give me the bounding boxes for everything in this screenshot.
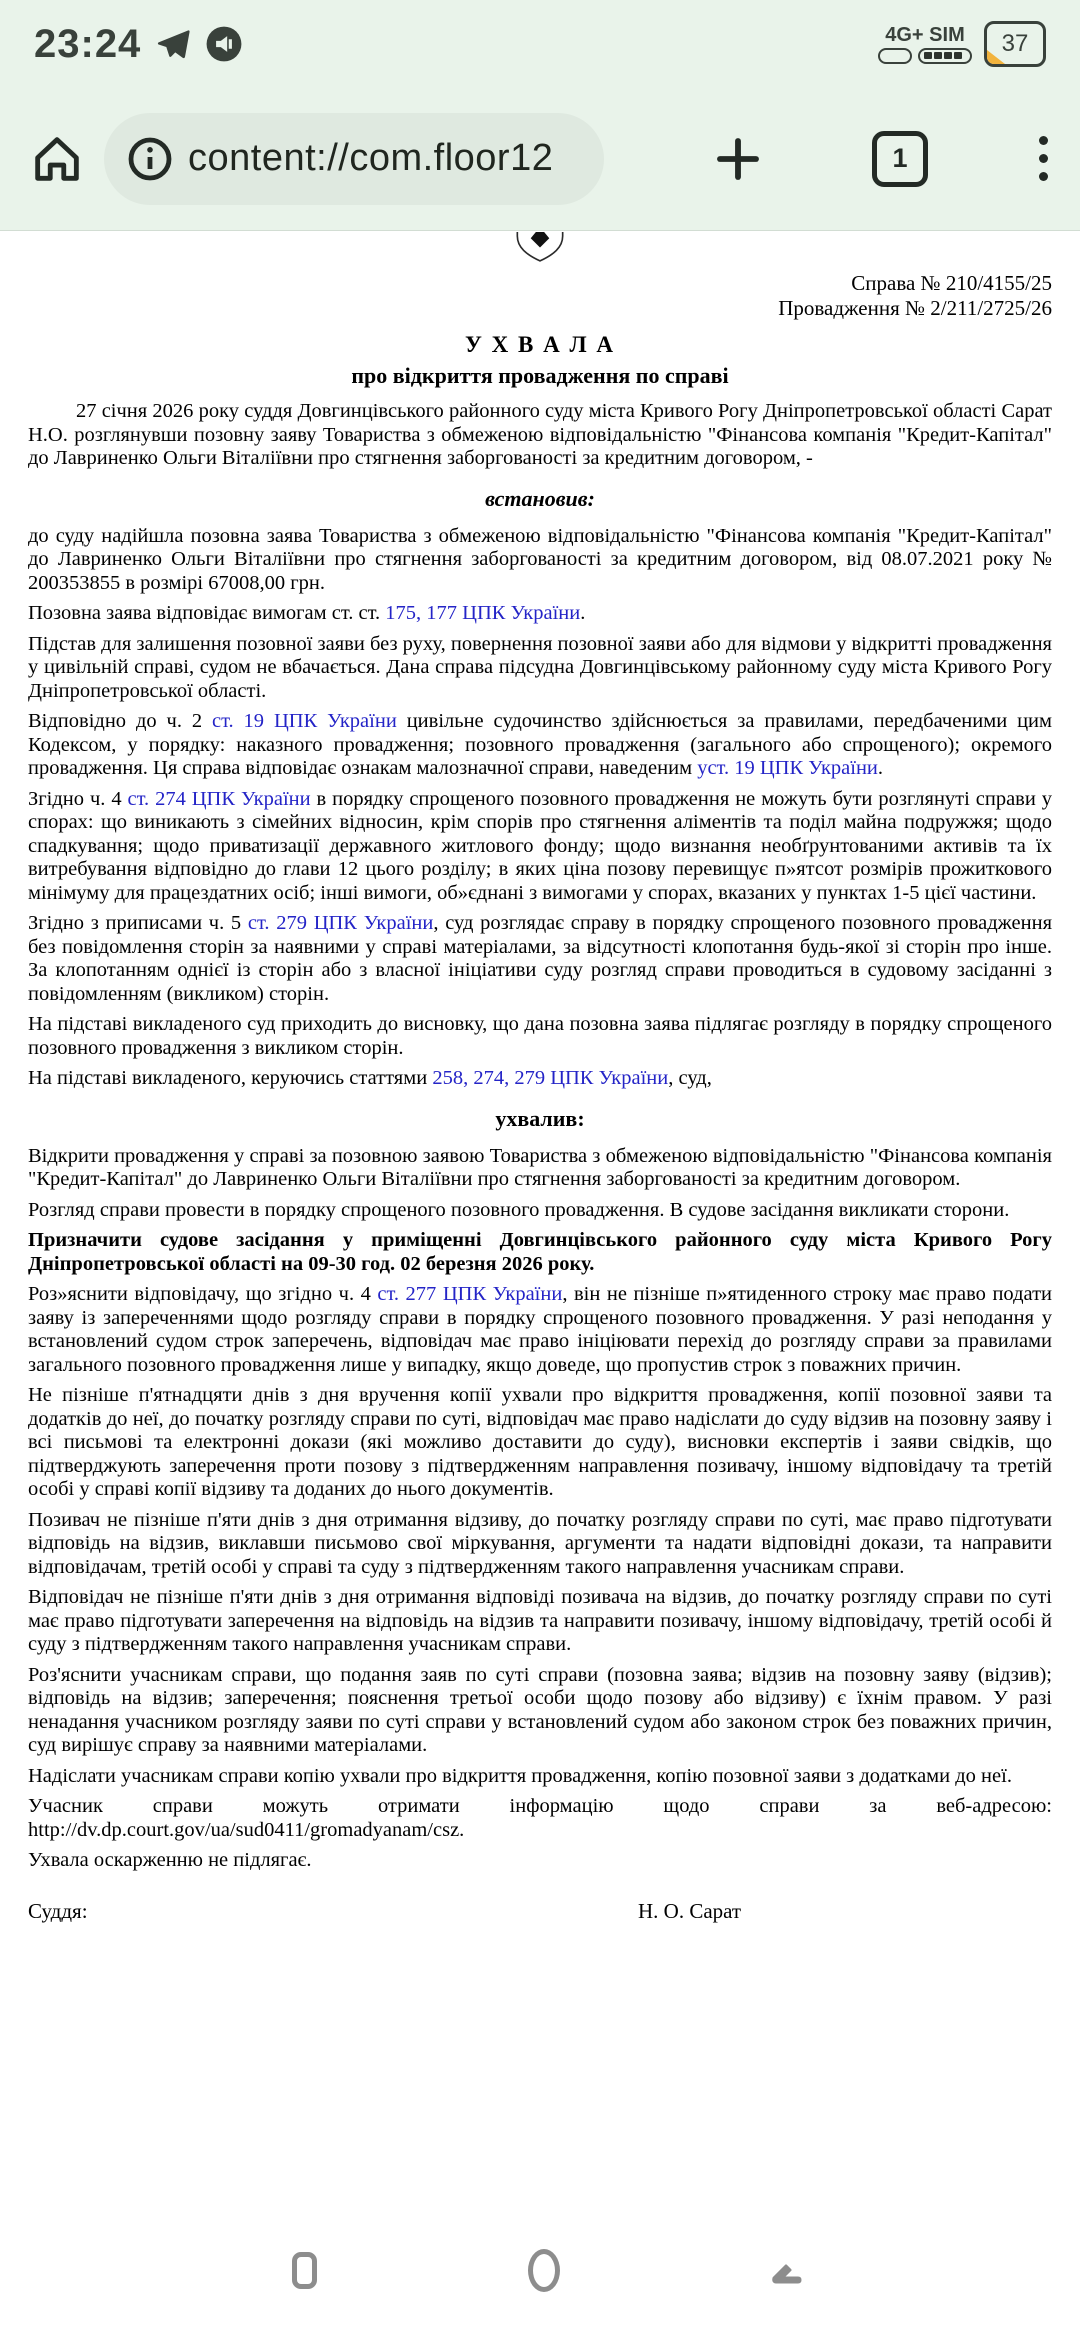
text-segment: . xyxy=(877,757,884,779)
text-segment: Підстав для залишення позовної заяви без руху, повернення позовної заяви або для відмови у відкритті провадження у цивільній справі, судом не вбачається. Дана справа підсудна Довгинцівському районному суду міста Кривого Рогу Дніпропетровської області. xyxy=(28,632,1052,702)
paragraph xyxy=(28,788,1052,906)
home-nav-button[interactable] xyxy=(528,2249,560,2292)
paragraph xyxy=(28,912,1052,1006)
recents-button[interactable] xyxy=(292,2252,317,2289)
back-button[interactable] xyxy=(768,2256,808,2293)
paragraph xyxy=(28,1384,1052,1502)
statute-link[interactable]: ст. 277 ЦПК України xyxy=(377,1283,563,1305)
paragraph xyxy=(28,400,1052,471)
statute-link[interactable]: уст. 19 ЦПК України xyxy=(697,757,878,779)
page-info-icon[interactable] xyxy=(126,135,174,183)
system-navigation-bar xyxy=(0,2246,1080,2298)
judge-label: Суддя: xyxy=(28,1898,88,1923)
case-reference-block xyxy=(28,271,1052,321)
status-bar xyxy=(0,0,1080,88)
paragraph xyxy=(28,1795,1052,1842)
text-segment: цивільне судочинство здійснюється за правилами, передбаченими цим Кодексом, у порядку: наказного провадження; позовного провадження (загального або спрощеного); окремого провадження. Ця справа відповідає ознакам малозначної справи, наведеним xyxy=(28,710,1052,779)
intro-section xyxy=(28,400,1052,471)
text-segment: Згідно ч. 4 xyxy=(28,787,128,810)
document-title: У Х В А Л А xyxy=(465,332,615,357)
address-bar[interactable] xyxy=(104,113,604,205)
court-document xyxy=(0,231,1080,1925)
signature-row xyxy=(28,1899,1052,1925)
home-button[interactable] xyxy=(28,130,86,188)
paragraph xyxy=(28,710,1052,781)
tab-count: 1 xyxy=(892,143,908,173)
text-segment: Роз»яснити відповідачу, що згідно ч. 4 xyxy=(28,1283,378,1305)
paragraph xyxy=(28,1067,1052,1091)
text-segment: Відповідно до ч. 2 xyxy=(28,710,213,732)
text-segment: Учасник справи можуть отримати інформацію щодо справи за веб-адресою: http://dv.dp.court.gov/ua/sud0411/gromadyanam/csz. xyxy=(28,1795,1052,1841)
ukraine-trident-emblem-icon xyxy=(28,232,1052,264)
paragraph xyxy=(28,1849,1052,1873)
paragraph xyxy=(28,1283,1052,1377)
text-segment: Ухвала оскарженню не підлягає. xyxy=(28,1849,312,1871)
statute-link[interactable]: ст. 274 ЦПК України xyxy=(127,787,311,810)
battery-percent: 37 xyxy=(1001,30,1029,57)
statute-link[interactable]: ст. 19 ЦПК України xyxy=(212,710,397,732)
case-number: Справа № 210/4155/25 xyxy=(851,271,1052,295)
tab-switcher-button[interactable] xyxy=(872,131,928,187)
ruled-section xyxy=(28,1145,1052,1873)
telegram-notification-icon xyxy=(155,26,191,62)
network-type-label: 4G+ SIM xyxy=(885,23,965,46)
statute-link[interactable]: 258, 274, 279 ЦПК України xyxy=(432,1067,669,1089)
paragraph xyxy=(28,525,1052,596)
browser-menu-button[interactable] xyxy=(1035,132,1052,185)
url-text: content://com.floor12 xyxy=(188,137,554,179)
paragraph xyxy=(28,633,1052,704)
signal-strength-icon xyxy=(878,48,972,64)
text-segment: Позовна заява відповідає вимогам ст. ст. xyxy=(28,602,386,624)
established-heading: встановив: xyxy=(485,485,595,511)
text-segment: 27 січня 2026 року суддя Довгинцівського районного суду міста Кривого Рогу Дніпропетровської області Сарат Н.О. розглянувши позовну заяву Товариства з обмеженою відповідальністю "Фінансова компанія "Кредит-Капітал" до Лавриненко Ольги Віталіївни про стягнення заборгованості за кредитним договором, - xyxy=(28,400,1052,469)
established-section xyxy=(28,525,1052,1091)
paragraph xyxy=(28,1013,1052,1060)
text-segment: в порядку спрощеного позовного провадження не можуть бути розглянуті справи у спорах: що виникають з сімейних відносин, крім спорів про стягнення аліментів та поділ майна подружжя; щодо спадкування; щодо приватизації державного житлового фонду; щодо визнання необґрунтованими активів та їх витребування відповідно до глави 12 цього розділу; в яких ціна позову перевищує п»ятсот розмірів прожиткового мінімуму для працездатних осіб; інші вимоги, об»єднані з вимогами у спорах, вказаних у пунктах 1-5 цієї частини. xyxy=(28,787,1052,904)
browser-chrome xyxy=(0,0,1080,231)
text-segment: , він не пізніше п»ятиденного строку має право подати заяву із запереченнями щодо розгляду справи в порядку спрощеного позовного провадження. У разі неподання у встановлений судом строк заперечень, відповідач має право ініціювати перехід до розгляду справи за правилами загального позовного провадження лише у випадку, якщо доведе, що пропустив строк з поважних причин. xyxy=(28,1283,1052,1376)
text-segment: Відкрити провадження у справі за позовною заявою Товариства з обмеженою відповідальністю "Фінансова компанія "Кредит-Капітал" до Лавриненко Ольги Віталіївни про стягнення заборгованості за кредитним договором. xyxy=(28,1144,1052,1190)
statute-link[interactable]: 175, 177 ЦПК України xyxy=(385,602,581,624)
mute-speaker-icon xyxy=(205,25,243,63)
paragraph xyxy=(28,1145,1052,1192)
text-segment: На підставі викладеного, керуючись статтями xyxy=(28,1067,433,1089)
paragraph-bold xyxy=(28,1229,1052,1276)
text-segment: Згідно з приписами ч. 5 xyxy=(28,912,248,934)
document-subtitle: про відкриття провадження по справі xyxy=(351,363,729,388)
judge-name: Н. О. Сарат xyxy=(638,1898,742,1923)
text-segment: Відповідач не пізніше п'яти днів з дня отримання відповіді позивача на відзив, до початку розгляду справи по суті має право підготувати заперечення на відповідь на відзив та направити позивачу, іншому відповідачу, третій особі й суду з підтвердженням такого направлення учасникам справи. xyxy=(28,1586,1052,1655)
proceeding-number: Провадження № 2/211/2725/26 xyxy=(778,296,1052,320)
text-segment: до суду надійшла позовна заява Товариства з обмеженою відповідальністю "Фінансова компанія "Кредит-Капітал" до Лавриненко Ольги Віталіївни про стягнення заборгованості за кредитним договором, від 08.07.2021 року № 200353855 в розмірі 67008,00 грн. xyxy=(28,524,1052,594)
paragraph xyxy=(28,602,1052,626)
browser-toolbar xyxy=(0,88,1080,229)
paragraph xyxy=(28,1199,1052,1223)
text-segment: Розгляд справи провести в порядку спрощеного позовного провадження. В судове засідання викликати сторони. xyxy=(28,1198,1010,1221)
text-segment: На підставі викладеного суд приходить до висновку, що дана позовна заява підлягає розгляду в порядку спрощеного позовного провадження з викликом сторін. xyxy=(28,1013,1052,1059)
text-segment: , суд розглядає справу в порядку спрощеного позовного провадження без повідомлення сторін за наявними у справі матеріалами, за відсутності клопотання будь-якої зі сторін про інше. За клопотанням однієї із сторін або з власної ініціативи суду розгляд справи проводиться в судовому засіданні з повідомленням (викликом) сторін. xyxy=(28,912,1052,1005)
text-segment: Позивач не пізніше п'яти днів з дня отримання відзиву, до початку розгляду справи по суті, має право підготувати відповідь на відзив, виклавши письмово свої міркування, аргументи та надати відповідні докази, та направити відповідачам, третій особі у справі та суду з підтвердженням такого направлення учасникам справи. xyxy=(28,1508,1052,1578)
paragraph xyxy=(28,1586,1052,1657)
battery-indicator xyxy=(984,21,1046,67)
new-tab-button[interactable] xyxy=(711,132,765,186)
clock: 23:24 xyxy=(34,21,142,66)
statute-link[interactable]: ст. 279 ЦПК України xyxy=(247,912,434,934)
paragraph xyxy=(28,1765,1052,1789)
text-segment: Призначити судове засідання у приміщенні Довгинцівського районного суду міста Кривого Рогу Дніпропетровської області на 09-30 год. 02 березня 2026 року. xyxy=(28,1229,1052,1275)
text-segment: Надіслати учасникам справи копію ухвали про відкриття провадження, копію позовної заяви з додатками до неї. xyxy=(28,1764,1012,1787)
text-segment: . xyxy=(580,602,586,624)
paragraph xyxy=(28,1664,1052,1758)
text-segment: , суд, xyxy=(668,1067,712,1089)
paragraph xyxy=(28,1509,1052,1580)
text-segment: Не пізніше п'ятнадцяти днів з дня вручення копії ухвали про відкриття провадження, копії позовної заяви та додатків до неї, до початку розгляду справи по суті, відповідач має право надіслати до суду відзив на позовну заяву і всі письмові та електронні докази (які можливо доставити до суду), висновки експертів і заяви свідків, що підтверджують заперечення проти позову з підтвердженням направлення позивачу, іншому відповідачу та третій особі у справі копії відзиву та доданих до нього документів. xyxy=(28,1384,1052,1500)
ruled-heading: ухвалив: xyxy=(495,1105,585,1131)
text-segment: Роз'яснити учасникам справи, що подання заяв по суті справи (позовна заява; відзив на позовну заяву (відзив); відповідь на відзив; заперечення; пояснення третьої особи щодо позову або відзиву) є їхнім правом. У разі ненадання учасником розгляду заяви по суті справи у встановлений судом або законом строк без поважних причин, суд вирішує справу за наявними матеріалами. xyxy=(28,1663,1052,1756)
